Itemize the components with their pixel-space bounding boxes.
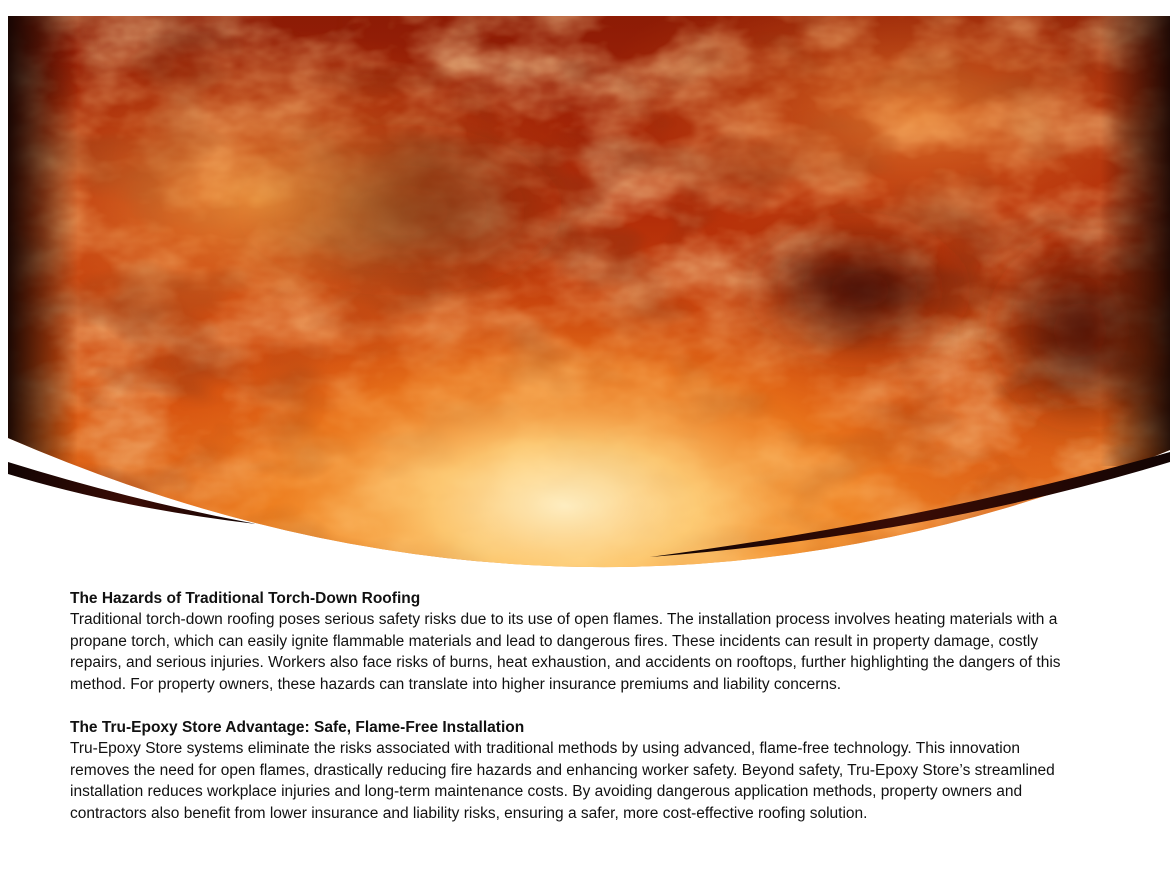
- section-heading: The Hazards of Traditional Torch-Down Roofing: [70, 590, 421, 607]
- section-body: Tru-Epoxy Store systems eliminate the risks associated with traditional methods by using advanced, flame-free technology. This innovation removes the need for open flames, drastically reducing fire hazards and enhancing worker safety. Beyond safety, Tru-Epoxy Store’s streamlined installation reduces workplace injuries and long-term maintenance costs. By avoiding dangerous application methods, property owners and contractors also benefit from lower insurance and liability risks, ensuring a safer, more cost-effective roofing solution.: [70, 739, 1055, 822]
- section-hazards: [70, 588, 1080, 696]
- section-body: Traditional torch-down roofing poses serious safety risks due to its use of open flames. The installation process involves heating materials with a propane torch, which can easily ignite flammable materials and lead to dangerous fires. These incidents can result in property damage, costly repairs, and serious injuries. Workers also face risks of burns, heat exhaustion, and accidents on rooftops, further highlighting the dangers of this method. For property owners, these hazards can translate into higher insurance premiums and liability concerns.: [70, 611, 1061, 694]
- section-heading: The Tru-Epoxy Store Advantage: Safe, Flame-Free Installation: [70, 718, 525, 736]
- section-advantage: [70, 717, 1080, 825]
- article-content: [70, 588, 1080, 846]
